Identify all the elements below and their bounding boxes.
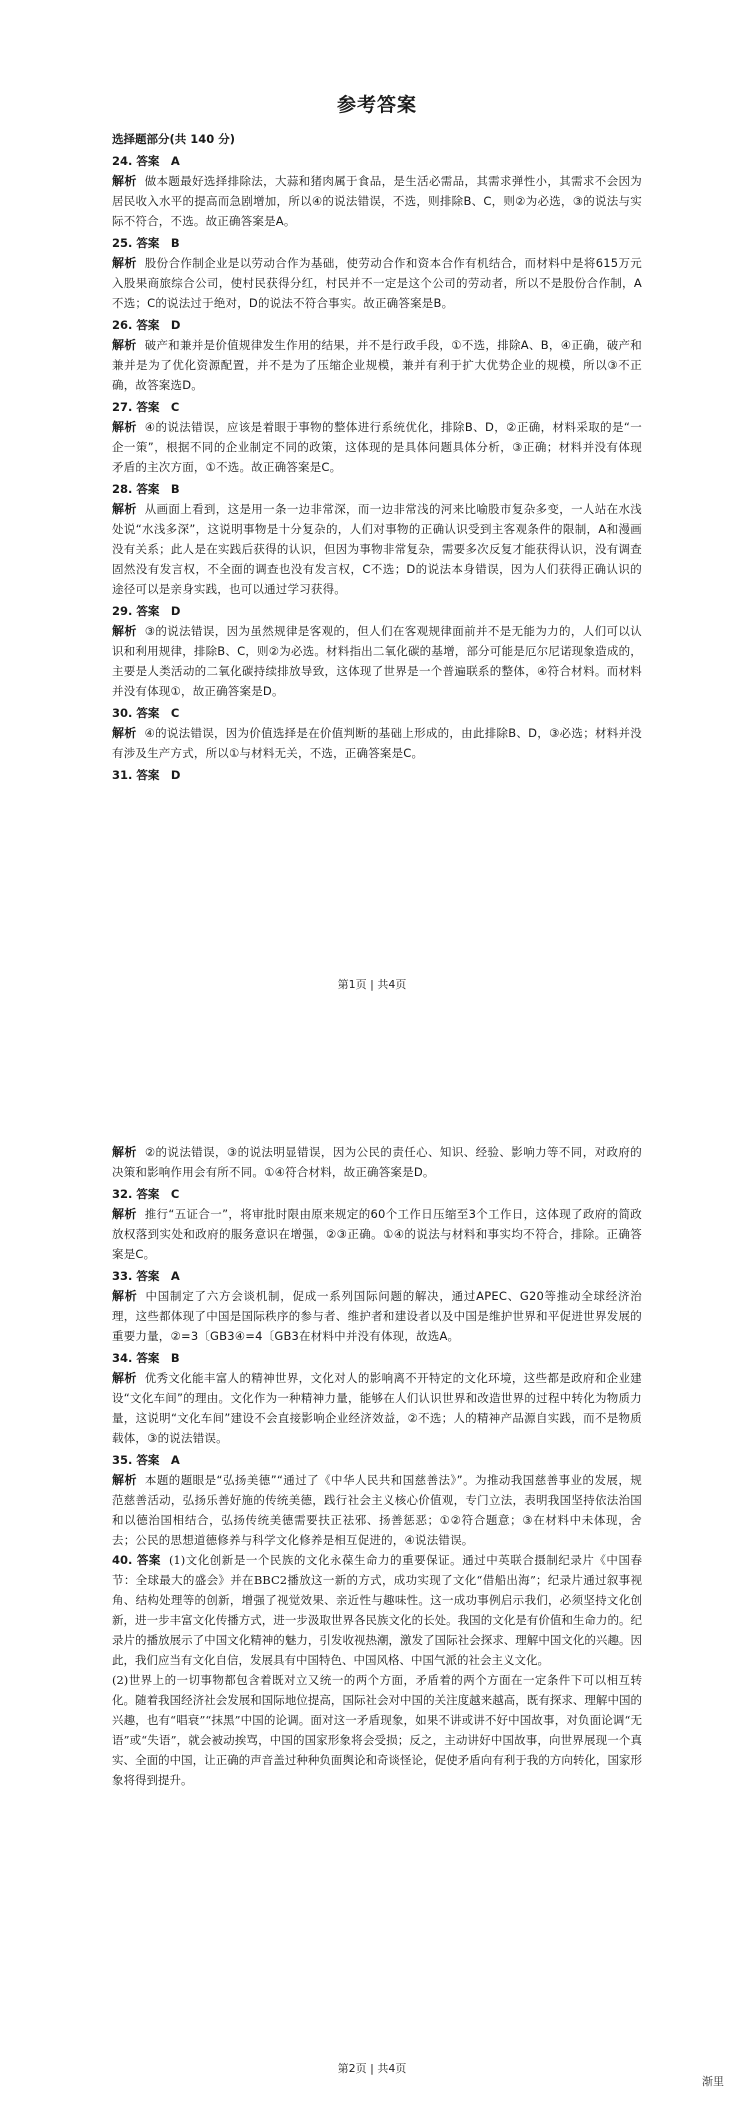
explanation-31 bbox=[112, 1142, 642, 1182]
answer-28: 28. 答案 B bbox=[112, 482, 180, 496]
page-footer: 第1页 | 共4页 bbox=[337, 978, 407, 991]
page-1-content bbox=[112, 84, 642, 785]
explanation-34 bbox=[112, 1368, 642, 1448]
answer-33: 33. 答案 A bbox=[112, 1269, 180, 1283]
explanation-label: 解析 bbox=[112, 1473, 137, 1487]
answer-30: 30. 答案 C bbox=[112, 706, 180, 720]
explanation-label: 解析 bbox=[112, 1145, 137, 1159]
answer-27: 27. 答案 C bbox=[112, 400, 180, 414]
page-2 bbox=[0, 1110, 744, 2104]
explanation-text: 做本题最好选择排除法，大蒜和猪肉属于食品，是生活必需品，其需求弹性小，其需求不会因为居民收入水平的提高而急剧增加，所以④的说法错误，不选，则排除B、C，则②为必选，③的说法与实际不符合，不选。故正确答案是A。 bbox=[112, 174, 642, 228]
essay-answer-40-part-2 bbox=[112, 1670, 642, 1790]
explanation-text: 从画面上看到，这是用一条一边非常深，而一边非常浅的河来比喻股市复杂多变，一人站在水浅处说“水浅多深”，这说明事物是十分复杂的，人们对事物的正确认识受到主客观条件的限制，A和漫画没有关系；此人是在实践后获得的认识，但因为事物非常复杂，需要多次反复才能获得认识，没有调查固然没有发言权，不全面的调查也没有发言权，C不选；D的说法本身错误，因为人们获得正确认识的途径可以是亲身实践，也可以通过学习获得。 bbox=[112, 502, 642, 596]
explanation-text: 优秀文化能丰富人的精神世界，文化对人的影响离不开特定的文化环境，这些都是政府和企业建设“文化车间”的理由。文化作为一种精神力量，能够在人们认识世界和改造世界的过程中转化为物质力量，这说明“文化车间”建设不会直接影响企业经济效益，②不选；人的精神产品源自实践，而不是物质载体，③的说法错误。 bbox=[112, 1371, 642, 1445]
explanation-label: 解析 bbox=[112, 174, 137, 188]
explanation-text: ③的说法错误，因为虽然规律是客观的，但人们在客观规律面前并不是无能为力的，人们可以认识和利用规律，排除B、C，则②为必选。材料指出二氧化碳的基增，部分可能是厄尔尼诺现象造成的，主要是人类活动的二氧化碳持续排放导致，这体现了世界是一个普遍联系的整体，④符合材料。而材料并没有体现①，故正确答案是D。 bbox=[112, 624, 642, 698]
explanation-29 bbox=[112, 621, 642, 701]
explanation-label: 解析 bbox=[112, 726, 137, 740]
explanation-label: 解析 bbox=[112, 420, 137, 434]
essay-answer-label: 40. 答案 bbox=[112, 1553, 161, 1567]
explanation-label: 解析 bbox=[112, 624, 137, 638]
answer-31: 31. 答案 D bbox=[112, 768, 181, 782]
page-title: 参考答案 bbox=[336, 94, 417, 116]
answer-34: 34. 答案 B bbox=[112, 1351, 180, 1365]
explanation-35 bbox=[112, 1470, 642, 1550]
section-heading: 选择题部分(共 140 分) bbox=[112, 132, 236, 146]
answer-25: 25. 答案 B bbox=[112, 236, 180, 250]
answer-32: 32. 答案 C bbox=[112, 1187, 180, 1201]
explanation-33 bbox=[112, 1286, 642, 1346]
page-1 bbox=[0, 0, 744, 1040]
explanation-label: 解析 bbox=[112, 1207, 137, 1221]
answer-29: 29. 答案 D bbox=[112, 604, 181, 618]
essay-text-1: (1)文化创新是一个民族的文化永葆生命力的重要保证。通过中英联合摄制纪录片《中国春节：全球最大的盛会》并在BBC2播放这一新的方式，成功实现了文化“借船出海”；纪录片通过叙事视角、结构处理等的创新，增强了视觉效果、亲近性与趣味性。这一成功事例启示我们，必须坚持文化创新，进一步丰富文化传播方式，进一步汲取世界各民族文化的长处。我国的文化是有价值和生命力的。纪录片的播放展示了中国文化精神的魅力，引发收视热潮，激发了国际社会探求、理解中国文化的兴趣。因此，我们应当有文化自信，发展具有中国特色、中国风格、中国气派的社会主义文化。 bbox=[112, 1553, 642, 1667]
explanation-text: ②的说法错误，③的说法明显错误，因为公民的责任心、知识、经验、影响力等不同，对政府的决策和影响作用会有所不同。①④符合材料，故正确答案是D。 bbox=[112, 1145, 643, 1179]
explanation-text: 中国制定了六方会谈机制，促成一系列国际问题的解决，通过APEC、G20等推动全球经济治理，这些都体现了中国是国际秩序的参与者、维护者和建设者以及中国是维护世界和平促进世界发展的重要力量，②=3〔GB3④=4〔GB3在材料中并没有体现，故选A。 bbox=[112, 1289, 642, 1343]
essay-answer-40-part-1 bbox=[112, 1550, 642, 1670]
watermark: 渐里 bbox=[702, 2075, 724, 2088]
explanation-text: 股份合作制企业是以劳动合作为基础，使劳动合作和资本合作有机结合，而材料中是将615万元入股果商旅综合公司，使村民获得分红，村民并不一定是这个公司的劳动者，所以不是股份合作制，A不选；C的说法过于绝对，D的说法不符合事实。故正确答案是B。 bbox=[112, 256, 643, 310]
explanation-text: ④的说法错误，应该是着眼于事物的整体进行系统优化，排除B、D，②正确，材料采取的是“一企一策”，根据不同的企业制定不同的政策，这体现的是具体问题具体分析，③正确；材料并没有体现矛盾的主次方面，①不选。故正确答案是C。 bbox=[112, 420, 642, 474]
answer-26: 26. 答案 D bbox=[112, 318, 181, 332]
explanation-26 bbox=[112, 335, 642, 395]
explanation-text: ④的说法错误，因为价值选择是在价值判断的基础上形成的，由此排除B、D，③必选；材料并没有涉及生产方式，所以①与材料无关，不选，正确答案是C。 bbox=[112, 726, 642, 760]
explanation-label: 解析 bbox=[112, 502, 137, 516]
explanation-text: 破产和兼并是价值规律发生作用的结果，并不是行政手段，①不选，排除A、B，④正确，破产和兼并是为了优化资源配置，并不是为了压缩企业规模，兼并有利于扩大优势企业的规模，所以③不正确，故答案选D。 bbox=[112, 338, 642, 392]
explanation-27 bbox=[112, 417, 642, 477]
answer-24: 24. 答案 A bbox=[112, 154, 180, 168]
explanation-24 bbox=[112, 171, 642, 231]
explanation-label: 解析 bbox=[112, 256, 137, 270]
page-footer: 第2页 | 共4页 bbox=[337, 2062, 407, 2075]
explanation-32 bbox=[112, 1204, 642, 1264]
essay-text-2: (2)世界上的一切事物都包含着既对立又统一的两个方面，矛盾着的两个方面在一定条件下可以相互转化。随着我国经济社会发展和国际地位提高，国际社会对中国的关注度越来越高，既有探求、理解中国的兴趣，也有“唱衰”“抹黑”中国的论调。面对这一矛盾现象，如果不讲或讲不好中国故事，对负面论调“无语”或“失语”，就会被动挨骂，中国的国家形象将会受损；反之，主动讲好中国故事，向世界展现一个真实、全面的中国，让正确的声音盖过种种负面舆论和奇谈怪论，促使矛盾向有利于我的方向转化，国家形象将得到提升。 bbox=[112, 1673, 642, 1787]
explanation-label: 解析 bbox=[112, 1289, 138, 1303]
explanation-28 bbox=[112, 499, 642, 599]
explanation-30 bbox=[112, 723, 642, 763]
explanation-25 bbox=[112, 253, 642, 313]
explanation-label: 解析 bbox=[112, 1371, 137, 1385]
explanation-text: 本题的题眼是“弘扬美德”“通过了《中华人民共和国慈善法》”。为推动我国慈善事业的发展，规范慈善活动，弘扬乐善好施的传统美德，践行社会主义核心价值观，专门立法，表明我国坚持依法治国和以德治国相结合，弘扬传统美德需要扶正祛邪、扬善惩恶；①②符合题意；③在材料中未体现，舍去；公民的思想道德修养与科学文化修养是相互促进的，④说法错误。 bbox=[112, 1473, 642, 1547]
answer-35: 35. 答案 A bbox=[112, 1453, 180, 1467]
explanation-label: 解析 bbox=[112, 338, 137, 352]
page-2-content bbox=[112, 1142, 642, 1790]
explanation-text: 推行“五证合一”，将审批时限由原来规定的60个工作日压缩至3个工作日，这体现了政府的简政放权落到实处和政府的服务意识在增强，②③正确。①④的说法与材料和事实均不符合，排除。正确答案是C。 bbox=[112, 1207, 642, 1261]
